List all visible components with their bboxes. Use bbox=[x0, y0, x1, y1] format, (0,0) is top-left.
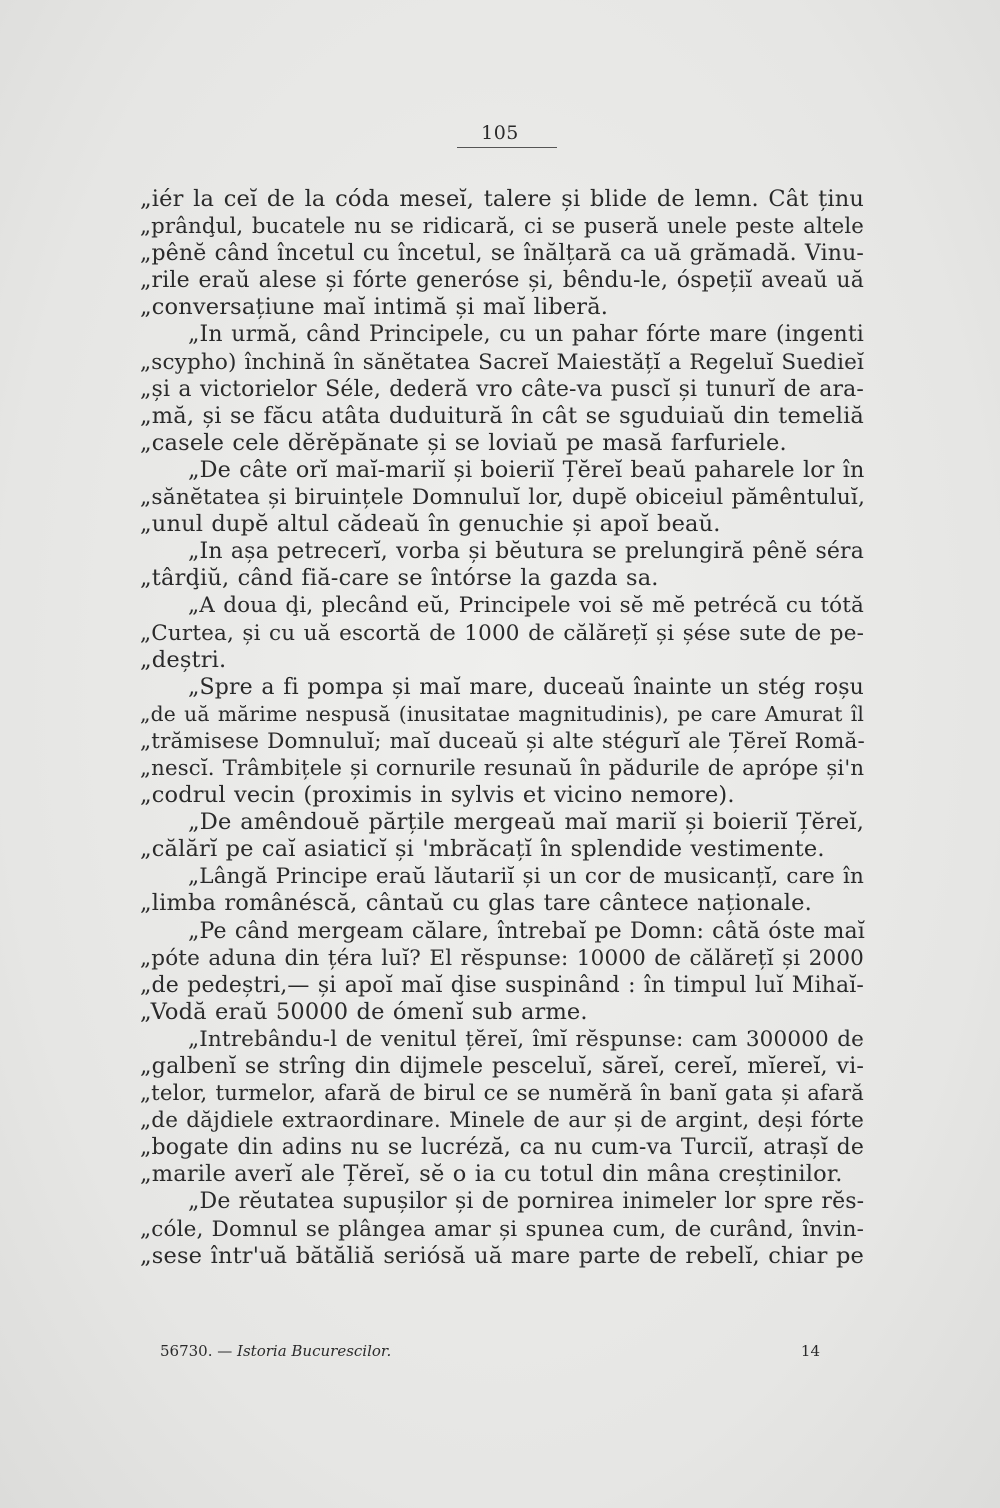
text-line: „mă, și se făcu atâta duduitură în cât se sguduiaŭ din temeliă bbox=[140, 402, 864, 429]
text-line: „De rĕutatea supușilor și de pornirea inimeler lor spre rĕs- bbox=[188, 1189, 865, 1215]
text-line: „bogate din adins nu se lucréză, ca nu cum-va Turciĭ, atrașĭ de bbox=[140, 1135, 864, 1161]
text-line: „de pedeștri,— și apoĭ maĭ ḑise suspinând : în timpul luĭ Mihaĭ- bbox=[140, 972, 864, 998]
text-line: „pênĕ când încetul cu încetul, se înălțară ca uă grămadă. Vinu- bbox=[140, 241, 864, 267]
text-line: „călărĭ pe caĭ asiaticĭ și 'mbrăcațĭ în splendide vestimente. bbox=[140, 836, 825, 863]
text-line: „de uă mărime nespusă (inusitatae magnitudinis), pe care Amurat îl bbox=[140, 701, 864, 726]
text-line: „sese într'uă bătăliă seriósă uă mare parte de rebelĭ, chiar pe bbox=[140, 1242, 864, 1269]
text-line: „Vodă eraŭ 50000 de ómenĭ sub arme. bbox=[140, 998, 588, 1025]
text-line: „De câte orĭ maĭ-mariĭ și boieriĭ Țĕreĭ beaŭ paharele lor în bbox=[188, 456, 865, 483]
footer-signature-number: 56730. — bbox=[160, 1342, 233, 1360]
text-line: „galbenĭ se strîng din dijmele pesceluĭ, săreĭ, cereĭ, mĭereĭ, vi- bbox=[140, 1053, 864, 1079]
text-line: „iér la ceĭ de la códa meseĭ, talere și blide de lemn. Cât ținu bbox=[140, 186, 864, 212]
text-line: „Intrebându-l de venitul țĕreĭ, îmĭ rĕspunse: cam 300000 de bbox=[188, 1026, 864, 1052]
text-line: „Lângă Principe eraŭ lăutariĭ și un cor de musicanțĭ, care în bbox=[188, 864, 864, 890]
text-line: „cóle, Domnul se plângea amar și spunea cum, de curând, învin- bbox=[140, 1216, 864, 1242]
text-line: „trămisese Domnuluĭ; maĭ duceaŭ și alte stégurĭ ale Țĕreĭ Romă- bbox=[140, 728, 865, 754]
text-line: „prânḑul, bucatele nu se ridicară, ci se puseră unele peste altele bbox=[140, 214, 864, 240]
text-line: „In urmă, când Principele, cu un pahar fórte mare (ingenti bbox=[188, 322, 864, 348]
text-line: „codrul vecin (proximis in sylvis et vicino nemore). bbox=[140, 782, 735, 809]
text-line: „deștri. bbox=[140, 646, 227, 673]
text-line: „marile averĭ ale Țĕreĭ, sĕ o ia cu totul din mâna creștinilor. bbox=[140, 1161, 843, 1188]
text-line: „Curtea, și cu uă escortă de 1000 de călărețĭ și șése sute de pe- bbox=[140, 620, 864, 646]
text-line: „Spre a fi pompa și maĭ mare, duceaŭ înainte un stég roșu bbox=[188, 674, 864, 700]
text-line: „In așa petrecerĭ, vorba și bĕutura se prelungiră pênĕ séra bbox=[188, 539, 864, 565]
footer-sheet-number: 14 bbox=[800, 1342, 820, 1360]
text-line: „De amêndouĕ părțile mergeaŭ maĭ mariĭ și boieriĭ Țĕreĭ, bbox=[188, 809, 864, 836]
text-line: „nescĭ. Trâmbițele și cornurile resunaŭ în pădurile de aprópe și'n bbox=[140, 755, 865, 781]
page-number: 105 bbox=[481, 122, 519, 144]
text-line: „conversațiune maĭ intimă și maĭ liberă. bbox=[140, 294, 609, 321]
text-line: „scypho) închină în sănĕtatea Sacreĭ Maiestățĭ a Regeluĭ Suedieĭ bbox=[140, 349, 864, 375]
text-block bbox=[140, 186, 864, 1270]
text-line: „de dăjdiele extraordinare. Minele de aur și de argint, deși fórte bbox=[140, 1108, 864, 1134]
text-line: „A doua ḑi, plecând eŭ, Principele voi sĕ mĕ petrécă cu tótă bbox=[188, 593, 864, 619]
page-footer bbox=[160, 1342, 820, 1372]
text-line: „Pe când mergeam călare, întrebaĭ pe Domn: câtă óste maĭ bbox=[188, 918, 865, 944]
header-rule bbox=[457, 147, 557, 148]
text-line: „rile eraŭ alese și fórte generóse și, bêndu-le, óspețiĭ aveaŭ uă bbox=[140, 268, 864, 294]
text-line: „telor, turmelor, afară de birul ce se numĕră în banĭ gata și afară bbox=[140, 1081, 864, 1107]
body-text bbox=[140, 186, 864, 1270]
text-line: „unul dupĕ altul cădeaŭ în genuchie și apoĭ beaŭ. bbox=[140, 511, 721, 538]
footer-signature bbox=[160, 1342, 391, 1360]
footer-book-title: Istoria Bucurescilor. bbox=[237, 1342, 392, 1360]
text-line: „póte aduna din țéra luĭ? El rĕspunse: 10000 de călărețĭ și 2000 bbox=[140, 945, 864, 971]
text-line: „târḑiŭ, când fiă-care se întórse la gazda sa. bbox=[140, 565, 659, 592]
text-line: „casele cele dĕrĕpănate și se loviaŭ pe masă farfuriele. bbox=[140, 429, 787, 456]
text-line: „limba românéscă, cântaŭ cu glas tare cântece naționale. bbox=[140, 890, 812, 917]
text-line: „și a victorielor Séle, dederă vro câte-va puscĭ și tunurĭ de ara- bbox=[140, 376, 864, 402]
text-line: „sănĕtatea și biruințele Domnuluĭ lor, dupĕ obiceiul pămêntuluĭ, bbox=[140, 485, 866, 511]
